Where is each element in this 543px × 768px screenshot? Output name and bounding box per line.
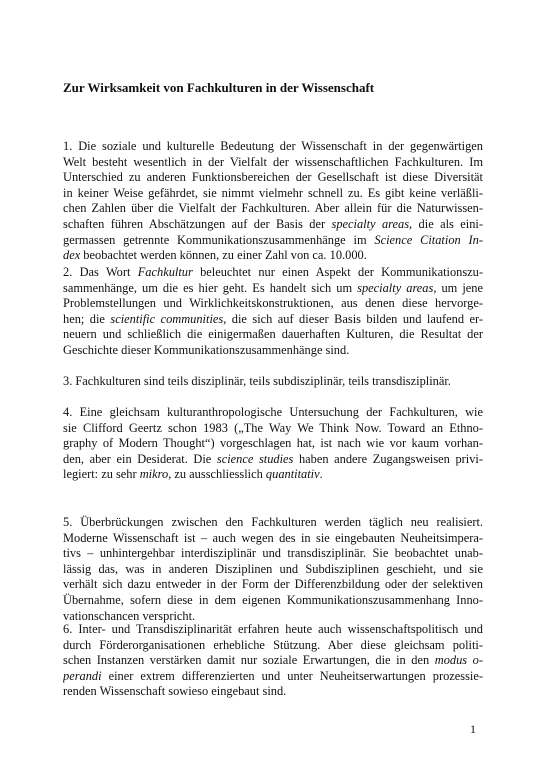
- italic-text: dex: [63, 248, 81, 263]
- text-line: [63, 684, 483, 700]
- text-run: graphy of Modern Thought“) vorgeschlagen hat, ist nach wie vor kaum vorhan-: [63, 436, 483, 451]
- text-run: Welt besteht wesentlich in der Vielfalt der wissenschaftlichen Fachkulturen. Im: [63, 154, 483, 169]
- text-run: in keiner Weise gefährdet, sie nimmt vielmehr schnell zu. Es gibt keine verläßli-: [63, 185, 483, 200]
- text-line: [63, 265, 483, 281]
- text-line: [63, 217, 483, 233]
- text-line: [63, 374, 483, 390]
- text-run: renden Wissenschaft sowieso eingebaut sind.: [63, 684, 287, 699]
- italic-text: science studies: [216, 451, 294, 466]
- text-line: [63, 669, 483, 685]
- text-run: 5. Überbrückungen zwischen den Fachkulturen werden täglich neu realisiert.: [63, 515, 483, 529]
- paragraph-2: [63, 265, 483, 359]
- text-line: [63, 327, 483, 343]
- text-line: [63, 515, 483, 531]
- text-run: einer extrem differenzierten und unter Neuheitserwartungen prozessie-: [101, 668, 483, 683]
- text-line: [63, 281, 483, 297]
- italic-text: quantitativ: [265, 467, 320, 482]
- text-run: sie Clifford Geertz schon 1983 („The Way We Think Now. Toward an Ethno-: [63, 420, 483, 435]
- text-run: hen; die: [63, 311, 111, 326]
- paragraph-1: [63, 139, 483, 264]
- text-run: , zu ausschliesslich: [168, 467, 266, 482]
- italic-text: Science Citation In-: [374, 232, 483, 247]
- text-run: schen Instanzen verstärken damit nur soziale Erwartungen, die in den: [63, 653, 435, 668]
- text-run: vationschancen verspricht.: [63, 608, 196, 623]
- text-run: 2. Das Wort: [63, 265, 138, 279]
- text-line: [63, 139, 483, 155]
- text-line: [63, 296, 483, 312]
- text-run: , um jene: [433, 280, 483, 295]
- text-run: lässig das, was in anderen Disziplinen und Subdisziplinen geschieht, und sie: [63, 561, 483, 576]
- text-run: Übernahme, sofern diese in dem eigenen Kommunikationszusammenhang Inno-: [63, 592, 483, 607]
- document-title: Zur Wirksamkeit von Fachkulturen in der Wissenschaft: [63, 80, 375, 95]
- text-line: [63, 233, 483, 249]
- italic-text: scientific communities: [110, 311, 224, 326]
- text-run: 4. Eine gleichsam kulturanthropologische Untersuchung der Fachkulturen, wie: [63, 405, 483, 419]
- italic-text: mikro: [139, 467, 169, 482]
- text-run: beleuchtet nur einen Aspekt der Kommunikationszu-: [192, 265, 483, 279]
- text-line: [63, 546, 483, 562]
- paragraph-6: [63, 622, 483, 700]
- text-run: tivs – unhintergehbar interdisziplinär und transdisziplinär. Sie beobachtet unab-: [63, 546, 483, 561]
- text-run: , die sich auf dieser Basis bilden und laufend er-: [223, 311, 483, 326]
- text-run: Geschichte dieser Kommunikationszusammenhänge sind.: [63, 342, 350, 357]
- text-line: [63, 201, 483, 217]
- text-line: [63, 653, 483, 669]
- italic-text: perandi: [63, 668, 102, 683]
- text-line: [63, 248, 483, 264]
- text-line: [63, 405, 483, 421]
- text-line: [63, 170, 483, 186]
- text-run: chen Zahlen über die Vielfalt der Fachkulturen. Aber allein für die Naturwissen-: [63, 201, 483, 216]
- text-line: [63, 467, 483, 483]
- text-line: [63, 343, 483, 359]
- text-line: [63, 622, 483, 638]
- text-line: [63, 312, 483, 328]
- text-run: germassen getrennte Kommunikationszusammenhänge im: [63, 232, 375, 247]
- text-line: [63, 421, 483, 437]
- text-line: [63, 531, 483, 547]
- text-run: Problemstellungen und Wirklichkeitskonstruktionen, aus denen diese hervorge-: [63, 296, 483, 311]
- text-run: neuern und schließlich die einigermaßen dauerhaften Kulturen, die Resultat der: [63, 327, 483, 342]
- text-line: [63, 155, 483, 171]
- text-run: beobachtet werden können, zu einer Zahl von ca. 10.000.: [80, 248, 367, 263]
- text-run: 6. Inter- und Transdisziplinarität erfahren heute auch wissenschaftspolitisch und: [63, 622, 483, 636]
- text-run: 1. Die soziale und kulturelle Bedeutung der Wissenschaft in der gegenwärtigen: [63, 139, 483, 153]
- text-line: [63, 577, 483, 593]
- text-run: durch Förderorganisationen erhebliche Stützung. Aber diese gleichsam politi-: [63, 637, 483, 652]
- text-line: [63, 562, 483, 578]
- text-run: 3. Fachkulturen sind teils disziplinär, teils subdisziplinär, teils transdisziplinär.: [63, 374, 451, 388]
- text-run: legiert: zu sehr: [63, 467, 140, 482]
- text-run: sammenhänge, um die es hier geht. Es handelt sich um: [63, 280, 358, 295]
- italic-text: Fachkultur: [137, 265, 193, 279]
- paragraph-4: [63, 405, 483, 483]
- text-run: die als eini-: [412, 216, 483, 231]
- text-run: haben andere Zugangsweisen privi-: [293, 451, 483, 466]
- text-run: Unterschied zu anderen Funktionsbereichen der Gesellschaft ist diese Diversität: [63, 170, 483, 185]
- text-run: .: [319, 467, 323, 482]
- italic-text: modus o-: [434, 653, 483, 668]
- text-run: schaften führen Abschätzungen auf der Basis der: [63, 216, 332, 231]
- paragraph-5: [63, 515, 483, 624]
- page-number: 1: [470, 722, 476, 736]
- text-line: [63, 593, 483, 609]
- text-run: den, aber ein Desiderat. Die: [63, 451, 217, 466]
- text-line: [63, 452, 483, 468]
- italic-text: specialty areas,: [331, 216, 413, 231]
- text-run: Moderne Wissenschaft ist – auch wegen des in sie eingebauten Neuheitsimpera-: [63, 530, 483, 545]
- text-run: verhält sich dazu entweder in der Form der Differenzbildung oder der selektiven: [63, 577, 483, 592]
- italic-text: specialty areas: [357, 280, 434, 295]
- text-line: [63, 186, 483, 202]
- paragraph-3: [63, 374, 483, 390]
- text-line: [63, 436, 483, 452]
- text-line: [63, 638, 483, 654]
